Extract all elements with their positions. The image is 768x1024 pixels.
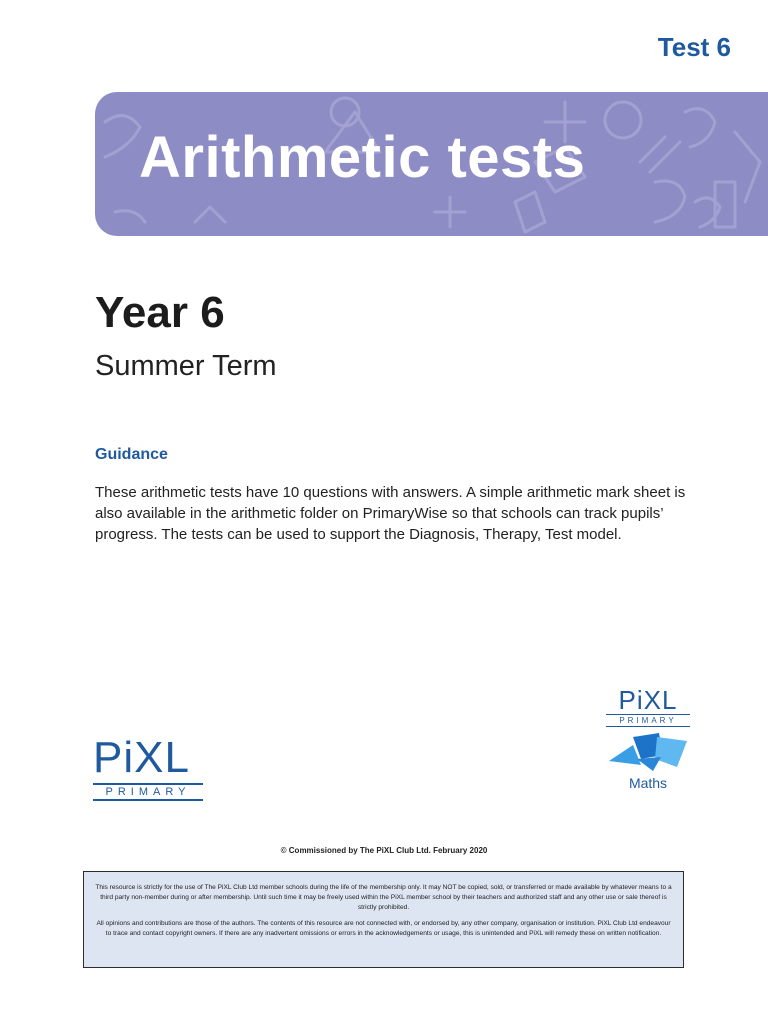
year-heading: Year 6 [95,288,225,337]
logo-wordmark: PiXL [618,685,678,715]
test-number-label: Test 6 [657,32,731,62]
maths-shapes-icon [607,731,689,773]
logo-subtitle: PRIMARY [606,714,690,727]
document-title: Arithmetic tests [139,125,586,190]
term-subtitle: Summer Term [95,350,277,382]
commission-line: © Commissioned by The PiXL Club Ltd. February 2020 [280,846,488,855]
notice-paragraph-opinions: All opinions and contributions are those of the authors. The contents of this resource are not connected with, or endorsed by, any other company, organisation or institution. PiXL Club Ltd endeavour to trace and contact copyright owners. If there are any inadvertent omissions or errors in the acknowledgements or usage, this is unintended and PiXL will remedy these on written notification. [96,920,671,937]
logo-subtitle: PRIMARY [93,783,203,801]
copyright-notice-box [83,871,684,968]
guidance-text: These arithmetic tests have 10 questions with answers. A simple arithmetic mark sheet is also available in the arithmetic folder on PrimaryWise so that schools can track pupils’ progress. The tests can be used to support the Diagnosis, Therapy, Test model. [95,484,686,543]
pixl-primary-logo [93,735,203,801]
logo-subject-label: Maths [628,775,668,791]
pixl-primary-maths-logo [606,686,690,791]
logo-wordmark: PiXL [93,733,190,782]
notice-paragraph-usage: This resource is strictly for the use of The PiXL Club Ltd member schools during the life of the membership only. It may NOT be copied, sold, or transferred or made available by whatever means to a third party non-member during or after membership. Until such time it may be freely used within the PiXL member school by their teachers and authorized staff and any other use or sale thereof is strictly prohibited. [95,884,672,911]
guidance-heading: Guidance [95,446,168,463]
title-banner [95,92,768,236]
